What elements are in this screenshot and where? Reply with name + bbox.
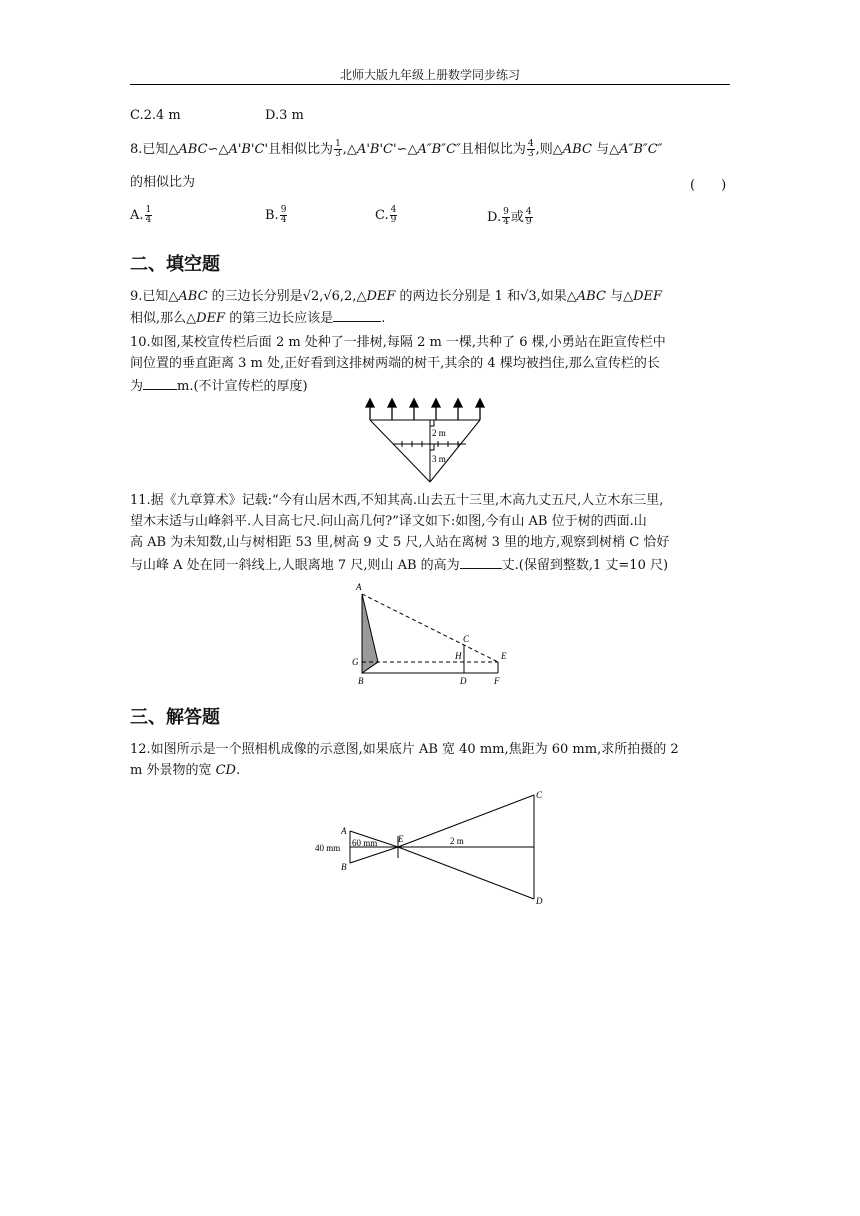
q11-label-g: G (352, 657, 359, 667)
q7-option-d: D.3 m (265, 108, 304, 123)
q11-line2: 望木末适与山峰斜平.人目高七尺.问山高几何?”译文如下:如图,今有山 AB 位于树的西面.山 (130, 514, 647, 529)
q8-option-c: C. $\frac{4}{9}$ (375, 205, 397, 225)
q12-figure (312, 786, 552, 908)
section-solve-title: 三、解答题 (130, 707, 220, 728)
q11-figure (348, 580, 518, 690)
q11-line1: 11.据《九章算术》记载:“今有山居木西,不知其高.山去五十三里,木高九丈五尺,人立木东三里, (130, 493, 664, 508)
q10-line3: 为 m.(不计宣传栏的厚度) (130, 376, 730, 396)
q9-line1: 9.已知△ABC 的三边长分别是√2,√6,2,△DEF 的两边长分别是 1 和√3,如果△ABC 与△DEF (130, 289, 663, 304)
q11-line4: 与山峰 A 处在同一斜线上,人眼离地 7 尺,则山 AB 的高为 丈.(保留到整数,1 丈=10 尺) (130, 555, 730, 575)
q12-line1: 12.如图所示是一个照相机成像的示意图,如果底片 AB 宽 40 mm,焦距为 60 mm,求所拍摄的 2 (130, 742, 679, 757)
q10-line2: 间位置的垂直距离 3 m 处,正好看到这排树两端的树干,其余的 4 棵均被挡住,那么宣传栏的长 (130, 356, 660, 371)
q11-label-d: D (460, 676, 467, 686)
q12-label-b: B (341, 862, 347, 872)
q8-answer-paren: ( ) (690, 178, 727, 193)
q7-option-c: C.2.4 m (130, 108, 181, 123)
q8-ratio2: $\frac{4}{3}$ (527, 139, 534, 159)
q8-option-a: A. $\frac{1}{4}$ (130, 205, 152, 225)
q11-label-e: E (501, 651, 507, 661)
q11-label-h: H (455, 651, 462, 661)
q8-line2: 的相似比为 (130, 175, 196, 190)
q12-label-60mm: 60 mm (352, 838, 378, 848)
q11-answer-blank[interactable] (460, 555, 502, 569)
section-fill-in-title: 二、填空题 (130, 254, 220, 275)
q11-label-a: A (356, 582, 362, 592)
q9-answer-blank[interactable] (333, 308, 381, 322)
page-header: 北师大版九年级上册数学同步练习 (339, 68, 520, 82)
q12-line2: m 外景物的宽 CD. (130, 763, 241, 778)
q8-ratio1: $\frac{1}{3}$ (335, 139, 341, 159)
q12-label-c: C (536, 790, 543, 800)
q12-label-d: D (536, 896, 543, 906)
q8-option-d: D. $\frac{9}{4}$ 或 $\frac{4}{9}$ (487, 207, 532, 227)
q12-label-a: A (341, 826, 347, 836)
q11-label-f: F (494, 676, 500, 686)
q12-label-40mm: 40 mm (315, 843, 341, 853)
q10-line1: 10.如图,某校宣传栏后面 2 m 处种了一排树,每隔 2 m 一棵,共种了 6 棵,小勇站在距宣传栏中 (130, 335, 666, 350)
q11-label-b: B (358, 676, 364, 686)
q10-label-3m: 3 m (432, 454, 446, 464)
q8-option-b: B. $\frac{9}{4}$ (265, 205, 287, 225)
q12-label-2m: 2 m (450, 836, 464, 846)
q11-line3: 高 AB 为未知数,山与树相距 53 里,树高 9 丈 5 尺,人站在离树 3 里的地方,观察到树梢 C 恰好 (130, 535, 670, 550)
q12-label-e: E (398, 834, 404, 844)
q10-figure (360, 396, 505, 486)
q9-line2: 相似,那么△DEF 的第三边长应该是 . (130, 308, 730, 328)
q8-line1: 8.已知△ABC∽△A'B'C'且相似比为 $\frac{1}{3}$ ,△A'B'C'∽△A″B″C″且相似比为 $\frac{4}{3}$ ,则△ABC 与△A″B″C″ (130, 139, 663, 159)
q10-label-2m: 2 m (432, 428, 446, 438)
header-rule (130, 84, 730, 85)
q10-answer-blank[interactable] (143, 376, 177, 390)
q11-label-c: C (463, 634, 470, 644)
